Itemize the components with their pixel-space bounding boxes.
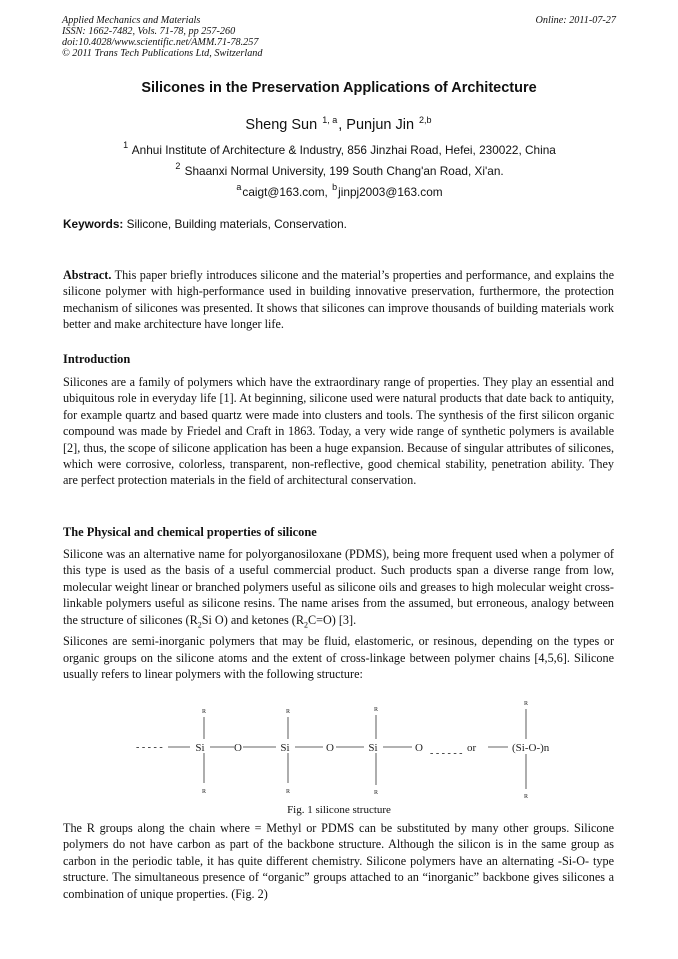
affiliation-2-number: 2 <box>175 161 181 171</box>
r-group-top-2: R <box>285 709 291 715</box>
properties-heading: The Physical and chemical properties of silicone <box>63 525 317 539</box>
keywords-text: Silicone, Building materials, Conservation. <box>126 217 347 231</box>
paper-title: Silicones in the Preservation Applications of Architecture <box>141 80 537 96</box>
p1-subscript-1: 2 <box>197 620 202 630</box>
journal-name: Applied Mechanics and Materials <box>62 15 201 26</box>
p1-subscript-2: 2 <box>303 620 308 630</box>
p1-start: Silicone was an alternative name for polyorganosiloxane (PDMS), being more frequent used when a polymer of this type is used as the basis of a useful commercial product. Such products span a diverse range from low, molecular weight linear or branched polymers useful as silicone oils and greases to high molecular weight cross-linkable polymers useful as silicone resins. The name arises from the assumed, but erroneous, analogy between the structure of silicones (R <box>63 547 614 627</box>
si-atom-3: Si <box>368 742 378 754</box>
r-group-top-3: R <box>373 707 379 713</box>
si-atom-2: Si <box>280 742 290 754</box>
author-1-affiliation: 1, a <box>322 115 338 125</box>
r-group-bottom-2: R <box>285 789 291 795</box>
keywords <box>63 217 347 231</box>
p1-end: C=O) [3]. <box>307 612 357 627</box>
introduction-heading: Introduction <box>63 352 131 366</box>
oxygen-atom-3: O <box>415 742 423 754</box>
oxygen-atom-2: O <box>326 742 334 754</box>
author-2: Punjun Jin <box>346 117 415 133</box>
copyright-line: © 2011 Trans Tech Publications Ltd, Switzerland <box>62 48 263 59</box>
silicone-structure-figure <box>130 693 570 803</box>
r-group-bottom-4: R <box>523 794 529 800</box>
email-a[interactable]: caigt@163.com, <box>242 185 328 199</box>
affiliation-1-text: Anhui Institute of Architecture & Industry, 856 Jinzhai Road, Hefei, 230022, China <box>131 143 556 157</box>
abstract-label: Abstract. <box>63 268 112 282</box>
affiliation-2-text: Shaanxi Normal University, 199 South Chang'an Road, Xi'an. <box>184 164 504 178</box>
properties-paragraph-1 <box>63 546 614 633</box>
r-group-bottom-3: R <box>373 790 379 796</box>
abstract <box>63 267 614 333</box>
introduction-paragraph <box>63 374 614 489</box>
r-group-top-4: R <box>523 701 529 707</box>
middle-dash-text: - - - - - - <box>430 748 463 759</box>
email-b-marker: b <box>332 182 338 192</box>
email-line <box>0 182 678 199</box>
figure-caption: Fig. 1 silicone structure <box>287 804 391 816</box>
email-b[interactable]: jinpj2003@163.com <box>338 185 443 199</box>
author-line <box>0 115 678 133</box>
r-group-bottom-1: R <box>201 789 207 795</box>
after-figure-text: The R groups along the chain where = Methyl or PDMS can be substituted by many other groups. Silicone polymers do not have carbon as part of the backbone structure. Although the silicon is in the same group as carbon in the periodic table, it has quite different chemistry. Silicone polymers have an alternating -Si-O- type structure. The simultaneous presence of “organic” groups attached to an “inorganic” backbone gives silicones a combination of unique properties. (Fig. 2) <box>63 821 614 901</box>
online-date: Online: 2011-07-27 <box>535 15 616 26</box>
after-figure-paragraph <box>63 820 614 902</box>
author-1: Sheng Sun <box>245 117 318 133</box>
doi-line: doi:10.4028/www.scientific.net/AMM.71-78.257 <box>62 37 259 48</box>
properties-paragraph-2: Silicones are semi-inorganic polymers that may be fluid, elastomeric, or resinous, depending on the types or organic groups on the silicone atoms and the extent of cross-linkage between polymer chains [4,5,6]. Silicone usually refers to linear polymers with the following structure: <box>63 634 614 682</box>
repeat-unit-text: (Si-O-)n <box>512 742 550 754</box>
author-2-affiliation: 2,b <box>419 115 432 125</box>
si-atom-1: Si <box>195 742 205 754</box>
r-group-top-1: R <box>201 709 207 715</box>
issn-line: ISSN: 1662-7482, Vols. 71-78, pp 257-260 <box>62 26 236 37</box>
email-a-marker: a <box>236 182 242 192</box>
affiliation-1 <box>0 140 678 157</box>
affiliation-2 <box>0 161 678 178</box>
abstract-text: This paper briefly introduces silicone and the material’s properties and performance, and explains the silicone polymer with high-performance used in building innovative preservation, furthermore, the protection mechanism of silicones was presented. It shows that silicones can improve thousands of building materials work better and make architecture have longer life. <box>63 268 615 332</box>
keywords-label: Keywords: <box>63 217 124 231</box>
properties-paragraphs <box>63 546 614 683</box>
author-separator: , <box>338 117 343 133</box>
affiliation-1-number: 1 <box>123 140 129 150</box>
p1-middle: Si O) and ketones (R <box>201 612 304 627</box>
oxygen-atom-1: O <box>234 742 242 754</box>
or-text: or <box>467 742 477 754</box>
running-header <box>62 15 616 59</box>
introduction-text: Silicones are a family of polymers which have the extraordinary range of properties. They play an essential and ubiquitous role in everyday life [1]. At beginning, silicone used were natural products that date back to antiquity, for example quartz and based quartz were made into clusters and tools. The synthesis of the first silicon organic compound was made by Friedel and Craft in 1863. Today, a very wide range of synthetic polymers is available [2], thus, the scope of silicone application has been a huge expansion. Because of singular attributes of silicones, which were corrosive, colorless, transparent, non-reflective, good chemical stability, penetration ability. They are perfect protection materials in the field of architectural conservation. <box>63 375 614 488</box>
left-dash-text: - - - - - <box>136 742 163 753</box>
